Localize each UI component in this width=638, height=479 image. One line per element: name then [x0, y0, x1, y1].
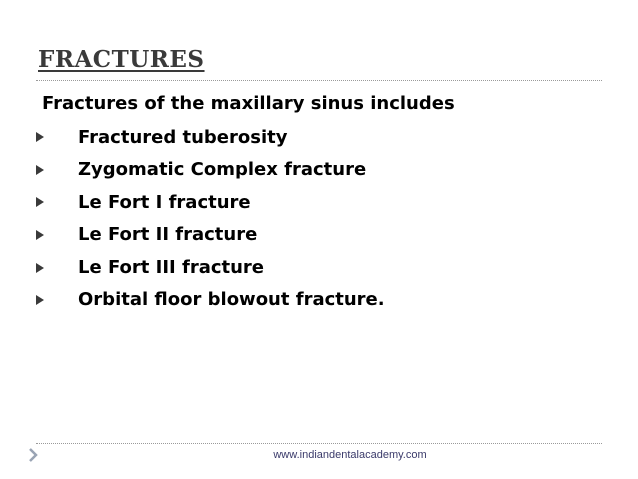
list-item: [36, 219, 385, 252]
bullet-text: Le Fort I fracture: [78, 191, 251, 213]
list-item: [36, 284, 385, 317]
bullet-text: Fractured tuberosity: [78, 126, 288, 148]
bullet-text: Orbital floor blowout fracture.: [78, 289, 385, 311]
list-item: [36, 154, 385, 187]
triangle-bullet-icon: [36, 295, 44, 305]
intro-text: Fractures of the maxillary sinus includes: [42, 93, 455, 114]
footer-divider: [36, 443, 602, 444]
footer-url: www.indiandentalacademy.com: [273, 449, 427, 461]
list-item: [36, 121, 385, 154]
triangle-bullet-icon: [36, 263, 44, 273]
bullet-text: Zygomatic Complex fracture: [78, 159, 367, 181]
triangle-bullet-icon: [36, 197, 44, 207]
triangle-bullet-icon: [36, 165, 44, 175]
triangle-bullet-icon: [36, 230, 44, 240]
list-item: [36, 251, 385, 284]
slide-title: FRACTURES: [38, 46, 205, 73]
list-item: [36, 186, 385, 219]
bullet-text: Le Fort II fracture: [78, 224, 258, 246]
bullet-list: [36, 121, 385, 317]
title-divider: [36, 80, 602, 81]
triangle-bullet-icon: [36, 132, 44, 142]
bullet-text: Le Fort III fracture: [78, 256, 265, 278]
